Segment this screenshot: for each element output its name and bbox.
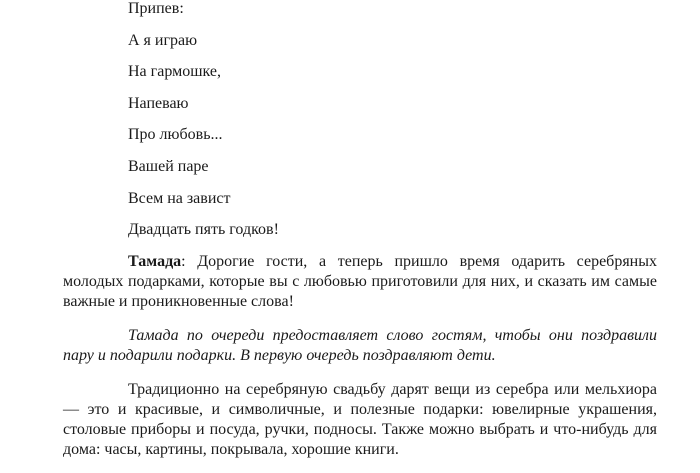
speech-text: : Дорогие гости, а теперь пришло время одарить серебряных молодых подарками, которые вы с любовью приготовили для них, и сказать им самые важные и проникновенные слова!	[63, 253, 657, 310]
verse-line: Напеваю	[128, 94, 189, 112]
verse-line: Припев:	[128, 0, 184, 17]
speaker-name: Тамада	[128, 253, 182, 270]
toastmaster-speech-paragraph	[63, 252, 657, 312]
verse-line: Двадцать пять годков!	[128, 221, 279, 239]
verse-line: На гармошке,	[128, 63, 221, 81]
stage-direction-paragraph: Тамада по очереди предоставляет слово гостям, чтобы они поздравили пару и подарили подарки. В первую очередь поздравляют дети.	[63, 327, 657, 364]
verse-line: Всем на завист	[128, 189, 231, 207]
verse-line: Вашей паре	[128, 157, 209, 175]
verse-line: А я играю	[128, 31, 198, 49]
verse-line: Про любовь...	[128, 126, 223, 144]
song-chorus	[128, 0, 279, 253]
gift-tradition-paragraph: Традиционно на серебряную свадьбу дарят вещи из серебра или мельхиора — это и красивые, и символичные, и полезные подарки: ювелирные украшения, столовые приборы и посуда, ручки, подносы. Также можно выбрать и что-нибудь для дома: часы, картины, покрывала, хорошие книги.	[63, 381, 657, 458]
